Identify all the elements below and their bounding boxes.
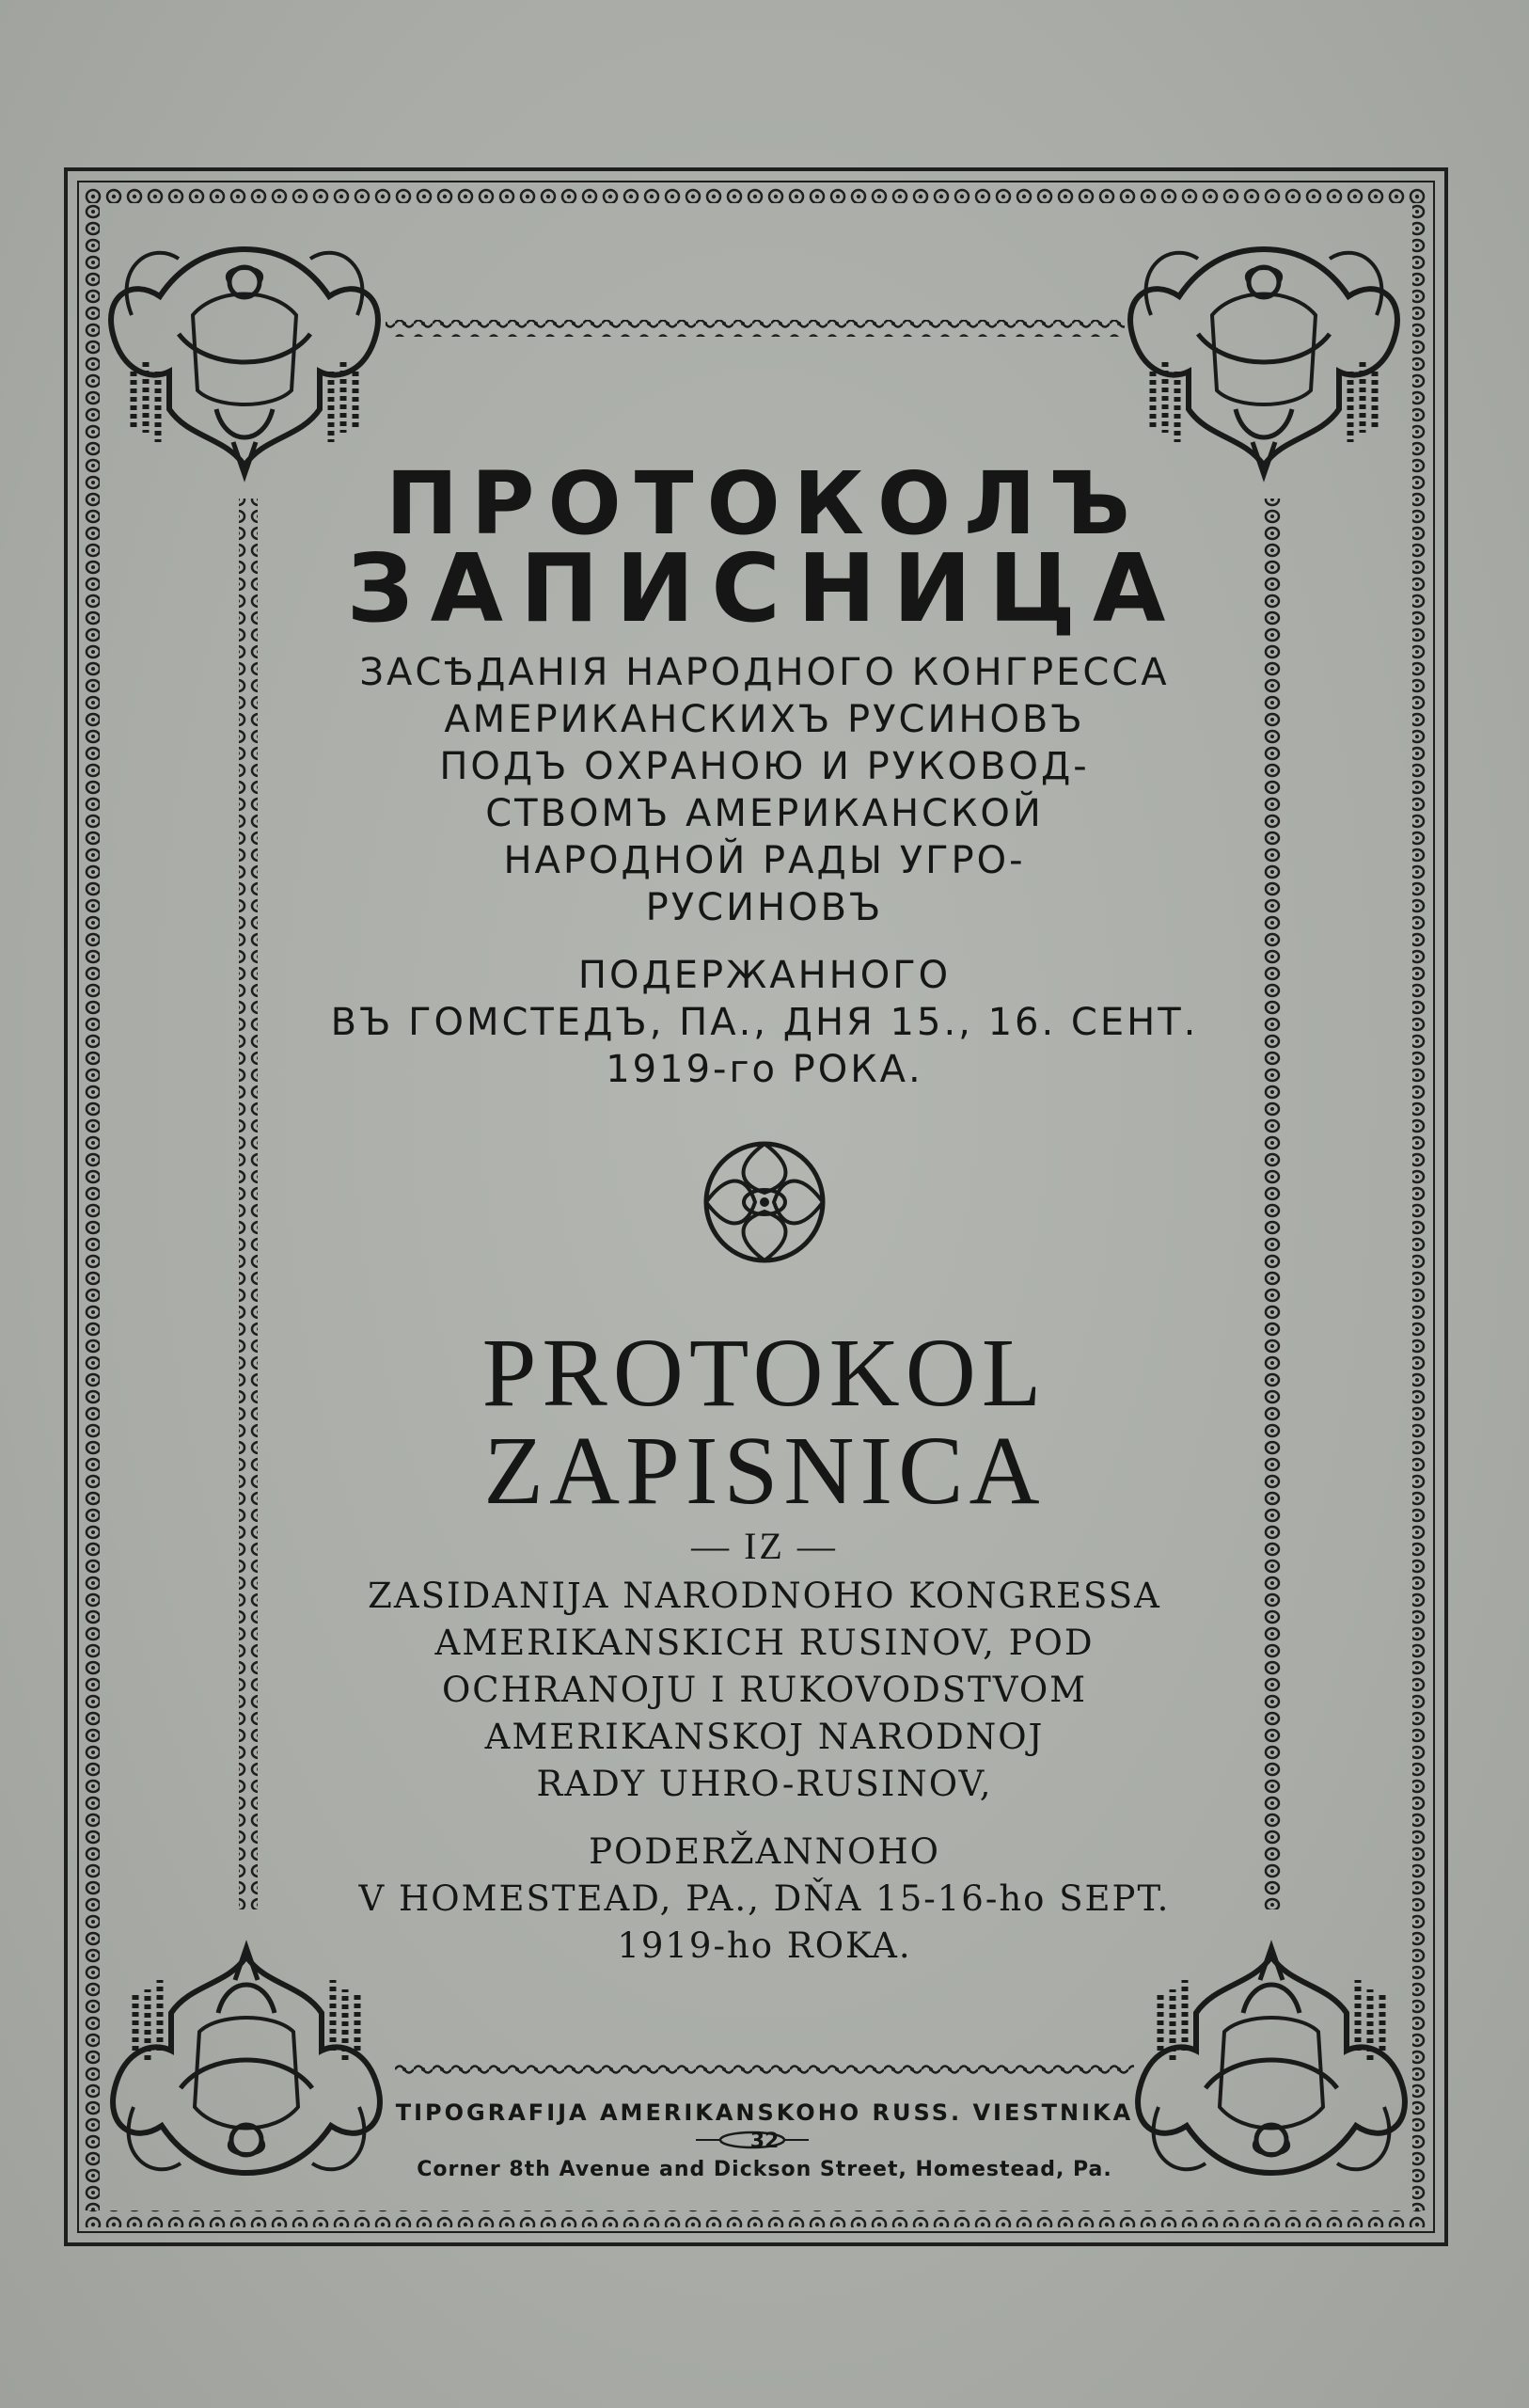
border-pattern-icon	[239, 499, 258, 1909]
title-ru-line1: ПРОТОКОЛЪ	[386, 453, 1143, 554]
body-lat	[282, 1573, 1247, 1970]
border-pattern-icon	[83, 2210, 1429, 2227]
printer-number: 32	[749, 2130, 780, 2153]
body-ru-line: НАРОДНОЙ РАДЫ УГРО-	[503, 839, 1026, 882]
body-ru-line: ЗАСѢДАНІЯ НАРОДНОГО КОНГРЕССА	[359, 651, 1170, 694]
title-ru-line2: ЗАПИСНИЦА	[346, 533, 1183, 643]
title-lat-line2: ZAPISNICA	[483, 1417, 1046, 1525]
body-lat-line: PODERŽANNOHO	[589, 1831, 940, 1872]
title-lat-line1: PROTOKOL	[481, 1319, 1048, 1427]
border-pattern-icon	[395, 2060, 1134, 2077]
body-ru-line: 1919-го РОКА.	[606, 1048, 923, 1091]
border-pattern-icon	[1262, 499, 1281, 1909]
body-ru-line: АМЕРИКАНСКИХЪ РУСИНОВЪ	[444, 698, 1085, 741]
border-pattern-icon	[386, 320, 1125, 337]
border-pattern-icon	[83, 203, 100, 2210]
corner-cartouche-icon	[1130, 249, 1397, 475]
iz-label: — IZ —	[691, 1525, 838, 1567]
body-lat-line: V HOMESTEAD, PA., DŇA 15-16-ho SEPT.	[358, 1878, 1171, 1919]
body-lat-line: AMERIKANSKOJ NARODNOJ	[484, 1717, 1045, 1757]
body-lat-line: OCHRANOJU I RUKOVODSTVOM	[441, 1670, 1088, 1710]
body-lat-line: AMERIKANSKICH RUSINOV, POD	[434, 1623, 1095, 1663]
body-ru-line: ПОДЕРЖАННОГО	[577, 954, 952, 997]
body-ru-line: РУСИНОВЪ	[645, 886, 884, 929]
body-lat-line: RADY UHRO-RUSINOV,	[536, 1764, 993, 1804]
corner-cartouche-icon	[111, 249, 378, 475]
body-ru-line: СТВОМЪ АМЕРИКАНСКОЙ	[485, 792, 1044, 835]
body-lat-line: ZASIDANIJA NARODNOHO KONGRESSA	[368, 1576, 1161, 1616]
body-ru-line: ПОДЪ ОХРАНОЮ И РУКОВОД-	[439, 745, 1090, 788]
printer-address: Corner 8th Avenue and Dickson Street, Homestead, Pa.	[417, 2158, 1112, 2181]
border-pattern-icon	[83, 186, 1429, 203]
border-pattern-icon	[1412, 203, 1429, 2210]
body-lat-line: 1919-ho ROKA.	[617, 1925, 912, 1966]
body-ru-line: ВЪ ГОМСТЕДЪ, ПА., ДНЯ 15., 16. СЕНТ.	[330, 1001, 1199, 1044]
printer-name: TIPOGRAFIJA AMERIKANSKOHO RUSS. VIESTNIKA	[395, 2099, 1134, 2126]
body-ru	[282, 649, 1247, 1093]
rosette-icon	[706, 1144, 823, 1260]
